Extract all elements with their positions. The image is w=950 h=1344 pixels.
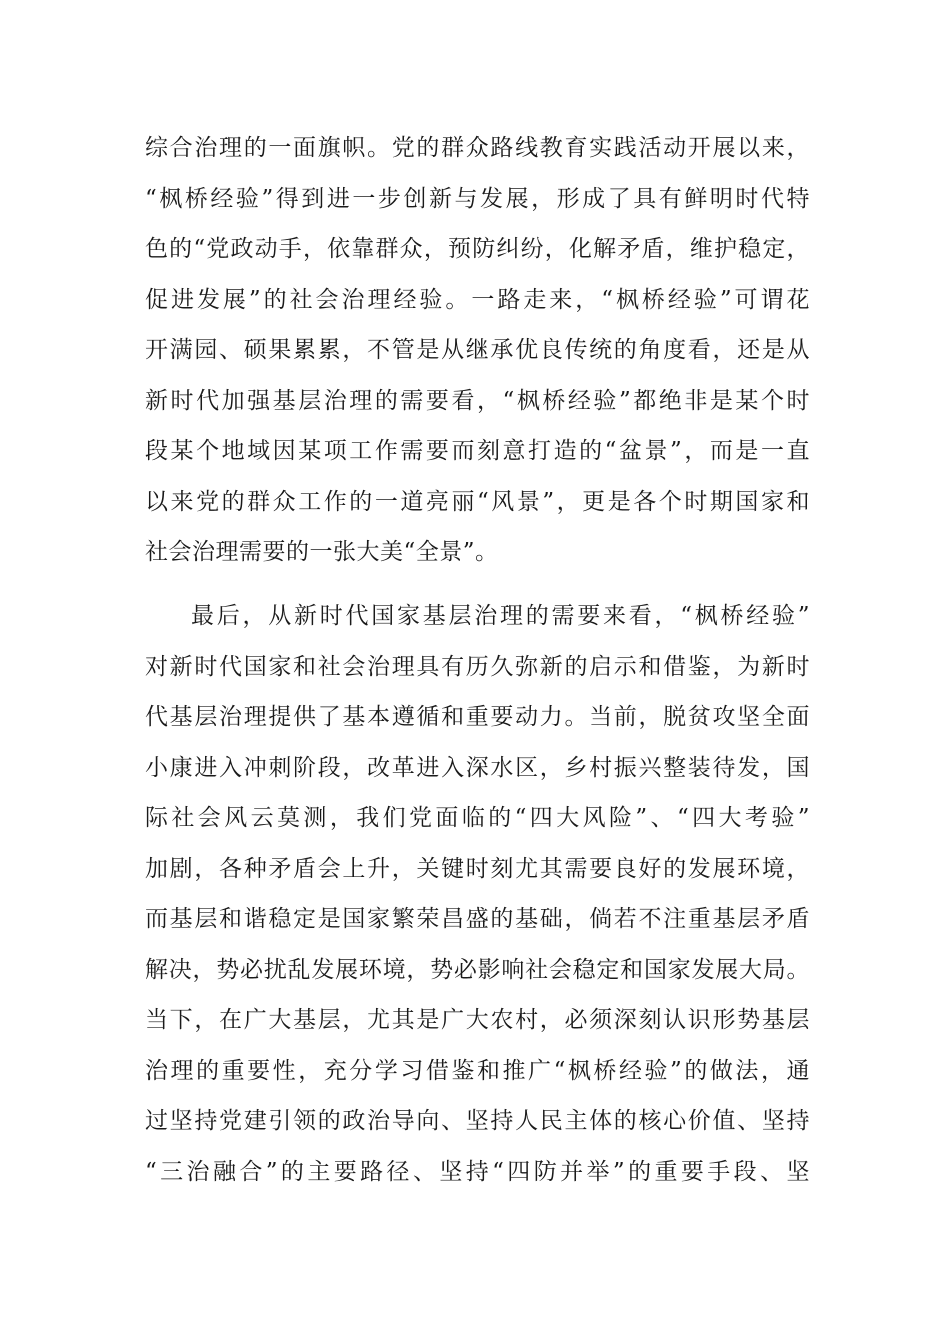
- paragraph-line: 色的“党政动手，依靠群众，预防纠纷，化解矛盾，维护稳定，: [145, 236, 810, 262]
- paragraph-2: [145, 591, 810, 1197]
- paragraph-line: 解决，势必扰乱发展环境，势必影响社会稳定和国家发展大局。: [145, 956, 810, 983]
- paragraph-line: 开满园、硕果累累，不管是从继承优良传统的角度看，还是从: [145, 337, 810, 363]
- paragraph-line: 小康进入冲刺阶段，改革进入深水区，乡村振兴整装待发，国: [145, 754, 810, 781]
- paragraph-line: “枫桥经验”得到进一步创新与发展，形成了具有鲜明时代特: [145, 185, 810, 212]
- paragraph-line: 治理的重要性，充分学习借鉴和推广“枫桥经验”的做法，通: [145, 1057, 810, 1084]
- paragraph-line: 际社会风云莫测，我们党面临的“四大风险”、“四大考验”: [145, 805, 810, 831]
- paragraph-line: “三治融合”的主要路径、坚持“四防并举”的重要手段、坚: [145, 1158, 810, 1185]
- paragraph-line: 过坚持党建引领的政治导向、坚持人民主体的核心价值、坚持: [145, 1108, 810, 1134]
- paragraph-line: 以来党的群众工作的一道亮丽“风景”，更是各个时期国家和: [145, 488, 810, 515]
- paragraph-line: 促进发展”的社会治理经验。一路走来，“枫桥经验”可谓花: [145, 286, 810, 313]
- paragraph-line: 代基层治理提供了基本遵循和重要动力。当前，脱贫攻坚全面: [145, 704, 810, 730]
- paragraph-line: 社会治理需要的一张大美“全景”。: [145, 539, 499, 565]
- paragraph-line: 对新时代国家和社会治理具有历久弥新的启示和借鉴，为新时: [145, 653, 810, 680]
- paragraph-line: 加剧，各种矛盾会上升，关键时刻尤其需要良好的发展环境，: [145, 855, 810, 882]
- paragraph-line: 段某个地域因某项工作需要而刻意打造的“盆景”，而是一直: [145, 438, 810, 464]
- paragraph-line: 综合治理的一面旗帜。党的群众路线教育实践活动开展以来，: [145, 135, 810, 161]
- paragraph-line: 新时代加强基层治理的需要看，“枫桥经验”都绝非是某个时: [145, 387, 810, 414]
- paragraph-line: 当下，在广大基层，尤其是广大农村，必须深刻认识形势基层: [145, 1007, 810, 1033]
- paragraph-1: [145, 123, 810, 578]
- paragraph-line: 而基层和谐稳定是国家繁荣昌盛的基础，倘若不注重基层矛盾: [145, 906, 810, 932]
- paragraph-line: 最后，从新时代国家基层治理的需要来看，“枫桥经验”: [191, 603, 810, 629]
